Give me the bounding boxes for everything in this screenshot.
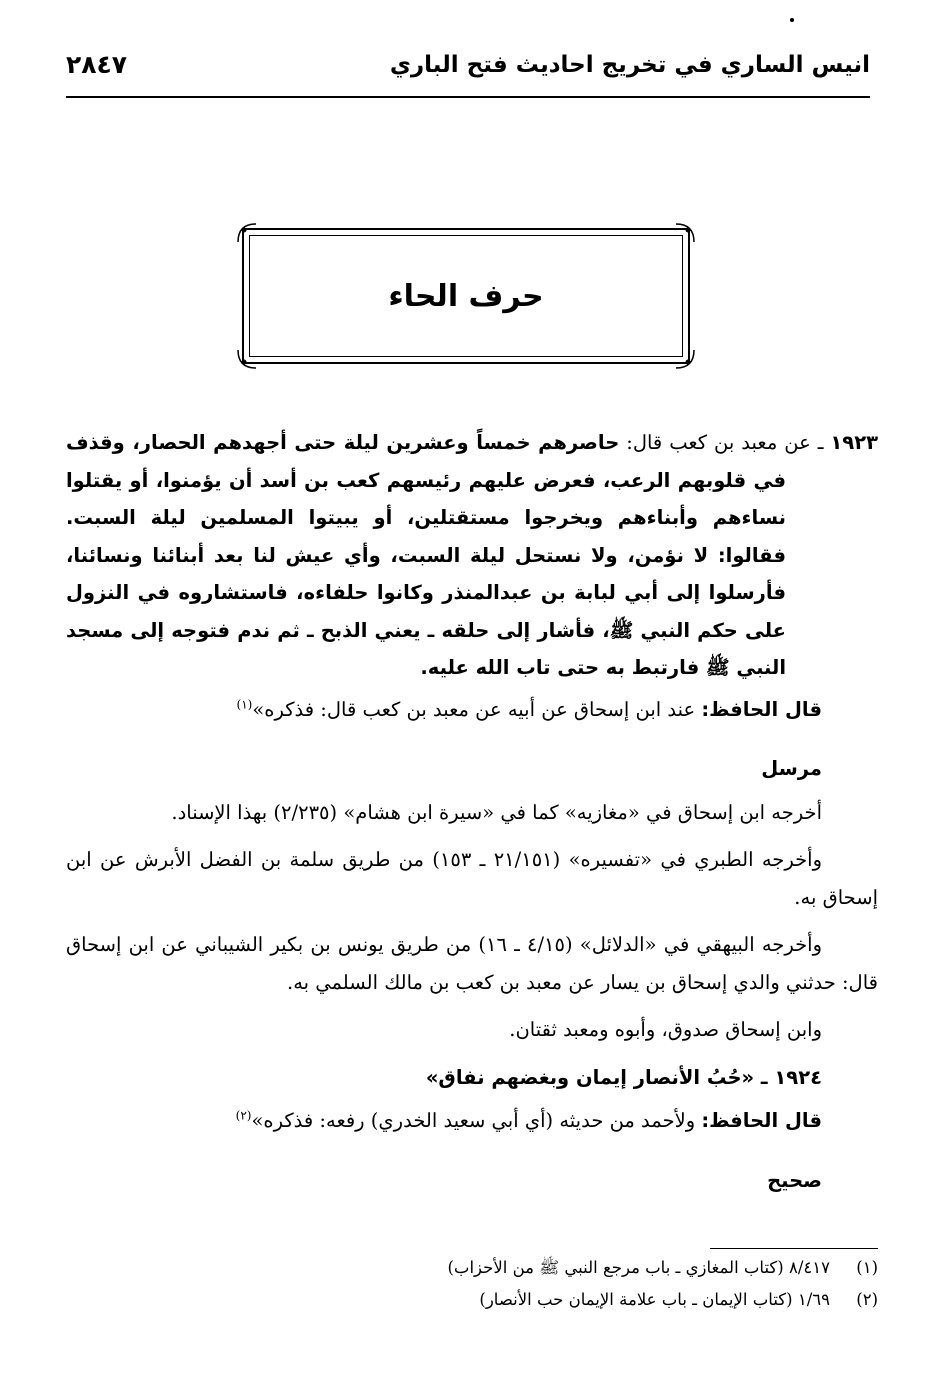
hafiz-comment	[66, 1102, 878, 1140]
footnotes	[66, 1252, 878, 1316]
footnote-item	[66, 1284, 878, 1316]
chapter-title: حرف الحاء	[388, 278, 544, 314]
hadith-1924: ١٩٢٤ ـ «حُبُ الأنصار إيمان وبغضهم نفاق»	[425, 1065, 822, 1089]
page-header	[66, 42, 870, 98]
hafiz-text: عند ابن إسحاق عن أبيه عن معبد بن كعب قال: فذكره»	[252, 697, 702, 721]
hadith-matn: حاصرهم خمساً وعشرين ليلة حتى أجهدهم الحصار، وقذف في قلوبهم الرعب، فعرض عليهم رئيسهم كعب بن أسد أن يؤمنوا، أو يقتلوا نساءهم وأبناءهم ويخرجوا مستقتلين، أو يبيتوا المسلمين ليلة السبت. فقالوا: لا نؤمن، ولا نستحل ليلة السبت، وأي عيش لنا بعد أبنائنا ونسائنا، فأرسلوا إلى أبي لبابة بن عبدالمنذر وكانوا حلفاءه، فاستشاروه في النزول على حكم النبي ﷺ، فأشار إلى حلقه ـ يعني الذبح ـ ثم ندم فتوجه إلى مسجد النبي ﷺ فارتبط به حتى تاب الله عليه.	[66, 431, 786, 679]
hadith-isnad: ـ عن معبد بن كعب قال:	[619, 431, 831, 454]
footnote-number: (١)	[856, 1258, 878, 1277]
footnote-item	[66, 1252, 878, 1284]
page-number: ٢٨٤٧	[66, 50, 128, 79]
hadith-number: ١٩٢٣	[830, 431, 878, 454]
chapter-frame	[242, 228, 690, 364]
takhrij-paragraph: وأخرجه البيهقي في «الدلائل» (٤/١٥ ـ ١٦) من طريق يونس بن بكير الشيباني عن ابن إسحاق قال: حدثني والدي إسحاق بن يسار عن معبد بن كعب بن مالك السلمي به.	[66, 933, 878, 994]
takhrij-paragraph: وابن إسحاق صدوق، وأبوه ومعبد ثقتان.	[509, 1018, 822, 1041]
stray-dot	[790, 18, 794, 22]
takhrij-paragraph: أخرجه ابن إسحاق في «مغازيه» كما في «سيرة ابن هشام» (٢/٢٣٥) بهذا الإسناد.	[171, 800, 822, 824]
footnote-ref: (١)	[236, 697, 253, 711]
hafiz-label: قال الحافظ:	[701, 697, 822, 721]
footnote-text: ١/٦٩ (كتاب الإيمان ـ باب علامة الإيمان حب الأنصار)	[479, 1290, 830, 1309]
footnote-ref: (٢)	[235, 1108, 252, 1123]
hafiz-comment	[66, 691, 878, 729]
hadith-1923	[66, 424, 878, 687]
running-title: انيس الساري في تخريج احاديث فتح الباري	[389, 52, 870, 78]
hafiz-text: ولأحمد من حديثه (أي أبي سعيد الخدري) رفعه: فذكره»	[251, 1109, 702, 1132]
footnote-divider	[710, 1248, 878, 1249]
hafiz-label: قال الحافظ:	[701, 1109, 822, 1132]
takhrij-paragraph: وأخرجه الطبري في «تفسيره» (٢١/١٥١ ـ ١٥٣) من طريق سلمة بن الفضل الأبرش عن ابن إسحاق به.	[66, 848, 878, 909]
hadith-grade: مرسل	[761, 757, 822, 780]
main-content	[66, 424, 878, 1205]
footnote-text: ٨/٤١٧ (كتاب المغازي ـ باب مرجع النبي ﷺ من الأحزاب)	[447, 1258, 830, 1277]
hadith-grade: صحيح	[767, 1168, 822, 1192]
footnote-number: (٢)	[856, 1290, 878, 1309]
